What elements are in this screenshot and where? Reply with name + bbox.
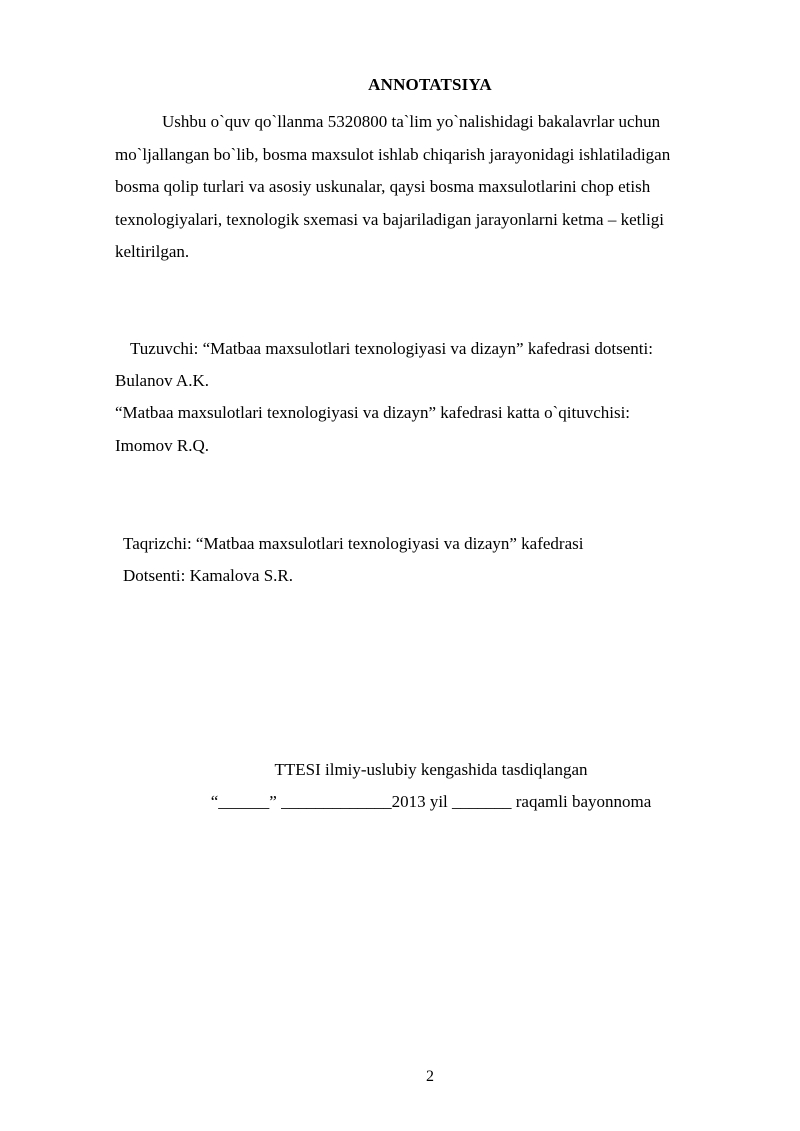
reviewer-line: Taqrizchi: “Matbaa maxsulotlari texnologiyasi va dizayn” kafedrasi <box>123 534 584 553</box>
senior-lecturer-name: Imomov R.Q. <box>115 436 209 455</box>
compiler-name: Bulanov A.K. <box>115 371 209 390</box>
page-number: 2 <box>426 1068 434 1085</box>
approval-line: TTESI ilmiy-uslubiy kengashida tasdiqlangan <box>274 760 588 779</box>
abstract-line-4: texnologiyalari, texnologik sxemasi va bajariladigan jarayonlarni ketma – ketligi <box>115 210 665 229</box>
reviewer-name: Dotsenti: Kamalova S.R. <box>123 566 293 585</box>
abstract-line-2: mo`ljallangan bo`lib, bosma maxsulot ishlab chiqarish jarayonidagi ishlatiladigan <box>115 145 671 164</box>
senior-lecturer-line: “Matbaa maxsulotlari texnologiyasi va dizayn” kafedrasi katta o`qituvchisi: <box>115 403 631 422</box>
abstract-line-5: keltirilgan. <box>115 242 190 261</box>
page-title: ANNOTATSIYA <box>368 75 492 94</box>
abstract-line-3: bosma qolip turlari va asosiy uskunalar, qaysi bosma maxsulotlarini chop etish <box>115 177 651 196</box>
protocol-line: “______” _____________2013 yil _______ raqamli bayonnoma <box>210 792 652 811</box>
abstract-line-1: Ushbu o`quv qo`llanma 5320800 ta`lim yo`nalishidagi bakalavrlar uchun <box>162 112 661 131</box>
compiler-line: Tuzuvchi: “Matbaa maxsulotlari texnologiyasi va dizayn” kafedrasi dotsenti: <box>130 339 653 358</box>
